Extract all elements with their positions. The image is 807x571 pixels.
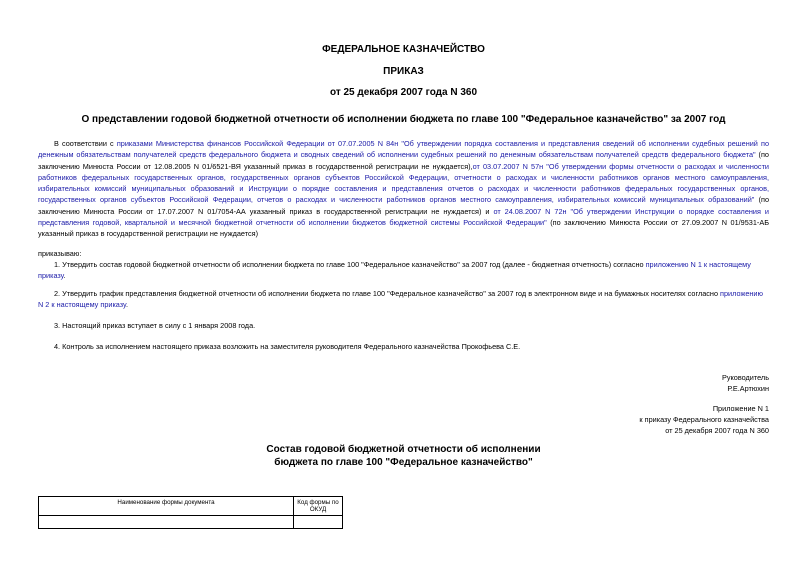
order-item-1 xyxy=(38,259,769,282)
appendix-header xyxy=(639,403,769,436)
intro-text-2: (по заключению Минюста России от 12.08.2005 N 01/6521-ВЯ указанный приказ в государственной регистрации не нуждается), xyxy=(38,150,769,171)
order-word: приказываю: xyxy=(38,249,82,258)
intro-text-3: (по заключению Минюста России от 17.07.2007 N 01/7054-АА указанный приказ в государственной регистрации не нуждается) и xyxy=(38,195,770,216)
order-item-3: 3. Настоящий приказ вступает в силу с 1 января 2008 года. xyxy=(54,321,256,330)
order-item-2-end: . xyxy=(125,300,128,310)
order-item-2 xyxy=(38,288,769,311)
forms-table xyxy=(38,496,343,529)
composition-title-line-1: Состав годовой бюджетной отчетности об исполнении xyxy=(266,444,541,455)
table-row xyxy=(39,516,343,529)
composition-title xyxy=(0,443,807,469)
link-appendix-1[interactable]: приложению N 1 к настоящему приказу xyxy=(38,260,751,281)
doc-type: ПРИКАЗ xyxy=(383,66,424,77)
org-name: ФЕДЕРАЛЬНОЕ КАЗНАЧЕЙСТВО xyxy=(322,44,485,55)
link-order-72n[interactable]: от 24.08.2007 N 72н "Об утверждении Инструкции о порядке составления и представления годовой, квартальной и месячной бюджетной отчетности об исполнении бюджетов бюджетной системы Российской Федерации" xyxy=(38,206,769,228)
intro-paragraph xyxy=(38,138,769,240)
order-item-4: 4. Контроль за исполнением настоящего приказа возложить на заместителя руководителя Федерального казначейства Прокофьева С.Е. xyxy=(54,342,521,351)
signature-role: Руководитель xyxy=(721,373,769,382)
order-item-1-text: 1. Утвердить состав годовой бюджетной отчетности об исполнении бюджета по главе 100 "Федеральное казначейство" за 2007 год (далее - бюджетная отчетность) согласно xyxy=(54,260,646,269)
link-appendix-2[interactable]: приложению N 2 к настоящему приказу xyxy=(38,289,763,310)
table-header-row xyxy=(39,497,343,516)
link-order-57n[interactable]: от 03.07.2007 N 57н "Об утверждении формы отчетности о расходах и численности работников федеральных государственных органов, государственных органов субъектов Российской Федерации, отчетности о расходах и численности работников органов местного самоуправления, избирательных комиссий муниципальных образований и Инструкции о порядке составления и представления отчетов о расходах и численности работников федеральных государственных органов, государственных органов субъектов Российской Федерации, отчетов о расходах и численности работников органов местного самоуправления, избирательных комиссий муниципальных образований" xyxy=(38,161,769,205)
appendix-line-2: к приказу Федерального казначейства xyxy=(639,415,769,424)
signature-block xyxy=(722,372,769,394)
composition-title-line-2: бюджета по главе 100 "Федеральное казначейство" xyxy=(274,457,533,468)
appendix-line-1: Приложение N 1 xyxy=(712,404,769,413)
intro-text-1: В соответствии с xyxy=(54,139,117,148)
intro-text-4: (по заключению Минюста России от 27.09.2007 N 01/9531-АБ указанный приказ в государственной регистрации не нуждается) xyxy=(38,218,770,239)
signature-name: Р.Е.Артюхин xyxy=(727,384,769,393)
table-cell xyxy=(294,516,343,529)
order-item-2-text: 2. Утвердить график представления бюджетной отчетности об исполнении бюджета по главе 100 "Федеральное казначейство" за 2007 год в электронном виде и на бумажных носителях согласно xyxy=(54,289,721,298)
doc-date-number: от 25 декабря 2007 года N 360 xyxy=(329,87,478,98)
table-header-form-name: Наименование формы документа xyxy=(39,497,294,516)
doc-title: О представлении годовой бюджетной отчетности об исполнении бюджета по главе 100 "Федеральное казначейство" за 2007 год xyxy=(81,114,726,125)
link-order-84n[interactable]: приказами Министерства финансов Российской Федерации от 07.07.2005 N 84н "Об утверждении порядка составления и представления сведений об исполнении судебных решений по денежным обязательствам получателей средств федерального бюджета и сводных сведений об исполнении судебных решений по денежным обязательствам получателей средств федерального бюджета" xyxy=(38,139,770,160)
order-item-1-end: . xyxy=(63,271,66,281)
table-header-okud-code: Код формы по ОКУД xyxy=(294,497,343,516)
appendix-line-3: от 25 декабря 2007 года N 360 xyxy=(665,426,769,435)
table-cell xyxy=(39,516,294,529)
